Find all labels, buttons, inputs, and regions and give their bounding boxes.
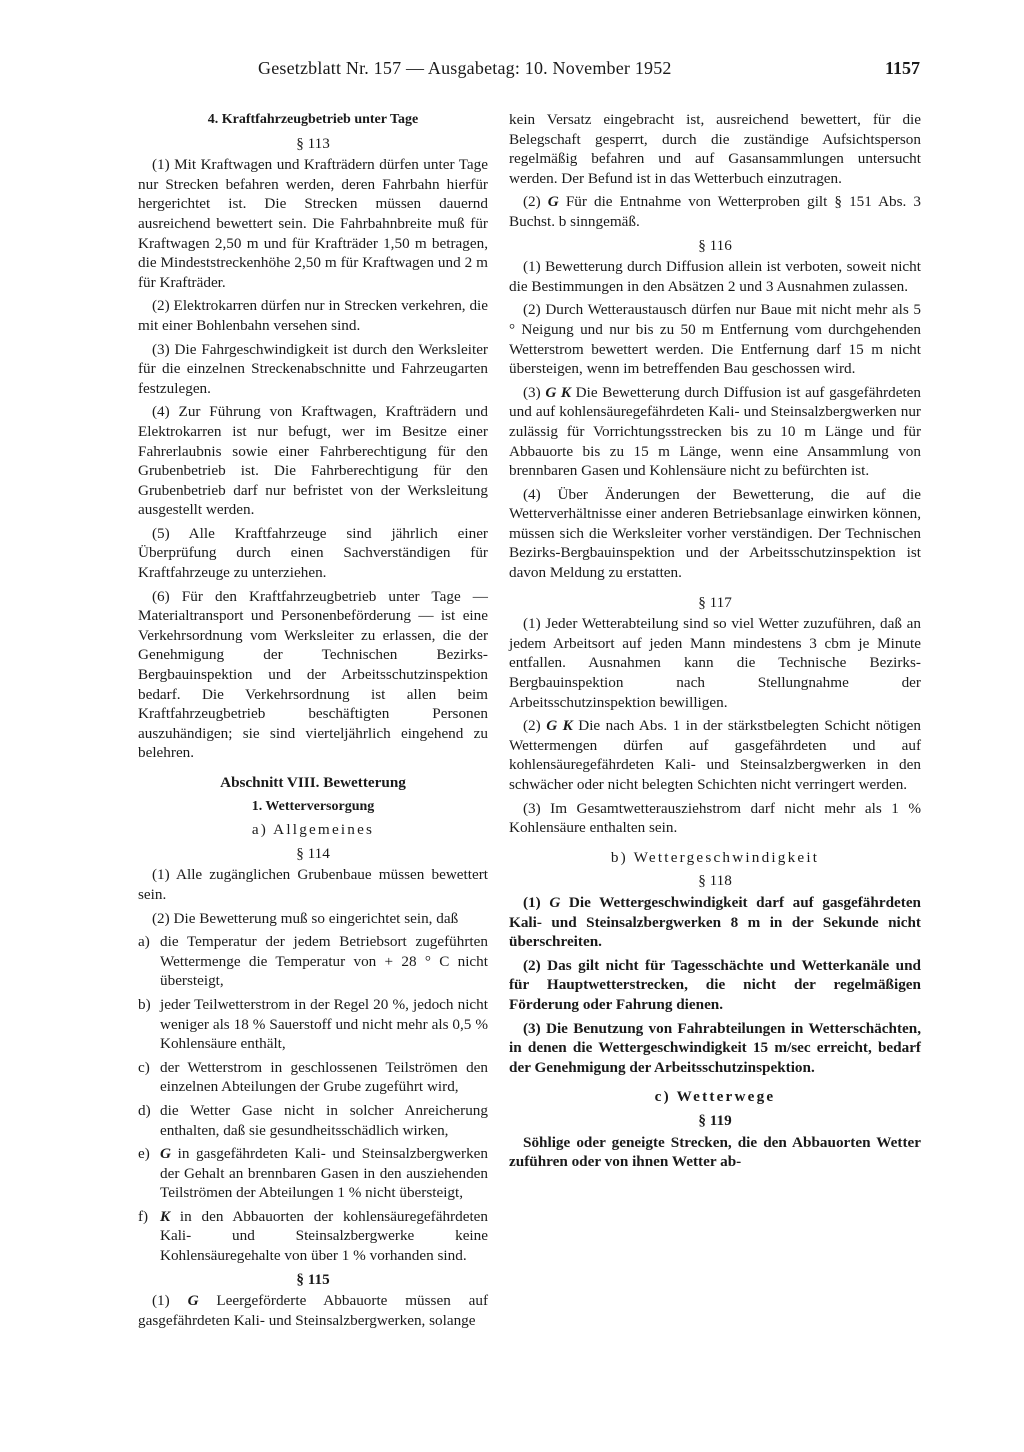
gas-kohlensaeure-marker: G K — [545, 383, 572, 401]
paragraph-113-3: (3) Die Fahrgeschwindigkeit ist durch den Werksleiter für die einzelnen Streckenabschnitte und Fahrzeugarten festzulegen. — [138, 340, 488, 397]
paragraph-114-2: (2) Die Bewetterung muß so eingerichtet sein, daß — [152, 909, 459, 927]
list-item — [138, 1101, 488, 1140]
list-item — [138, 1207, 488, 1266]
paragraph-text: Die Bewetterung durch Diffusion ist auf gasgefährdeten und auf kohlensäuregefährdeten Kali- und Steinsalzbergwerken nur zulässig für Vorrichtungsstrecken bis zu 10 m Länge und für Abbauorte bis zu 15 m Länge, wenn eine Ansammlung von brennbaren Gasen und Kohlensäure nicht zu befürchten ist. — [509, 383, 921, 480]
paragraph-text: Die nach Abs. 1 in der stärkstbelegten Schicht nötigen Wettermengen dürfen auf gasgefährdeten und auf kohlensäuregefährdeten Kali- und Steinsalzbergwerken in den schwächer oder nicht belegten Schichten nicht verringert werden. — [509, 717, 921, 793]
section-heading-kraftfahrzeugbetrieb: 4. Kraftfahrzeugbetrieb unter Tage — [207, 112, 419, 127]
paragraph-119-heading: § 119 — [698, 1111, 732, 1129]
paragraph-113-1: (1) Mit Kraftwagen und Krafträdern dürfen unter Tage nur Strecken befahren werden, deren Fahrbahn hierfür hergerichtet ist. Die Strecken müssen dauernd ausreichend bewettert sein. Die Fahrbahnbreite muß für Kraftwagen 2,50 m und für Krafträder 1,50 m betragen, die Mindeststreckenhöhe 2,50 m für Kraftwagen und 2 m für Krafträder. — [138, 156, 488, 291]
list-item — [138, 995, 488, 1054]
paragraph-119: Söhlige oder geneigte Strecken, die den Abbauorten Wetter zuführen oder von ihnen Wetter ab- — [509, 1133, 921, 1171]
page-header — [258, 58, 920, 84]
left-column — [138, 110, 488, 1334]
paragraph-117-heading: § 117 — [698, 593, 732, 611]
paragraph-114-heading: § 114 — [296, 844, 330, 862]
paragraph-115-1-continued: kein Versatz eingebracht ist, ausreichend bewettert, für die Belegschaft gesperrt, durch die zuständige Aufsichtsperson regelmäßig befahren und auf Gasansammlungen untersucht werden. Der Befund ist in das Wetterbuch einzutragen. — [509, 111, 921, 187]
paragraph-113-6: (6) Für den Kraftfahrzeugbetrieb unter Tage — Materialtransport und Personenbeförderung — ist eine Verkehrsordnung vom Werksleiter zu erlassen, die der Genehmigung der Technischen Bezirks-Bergbauinspektion und der Arbeitsschutzinspektion bedarf. Die Verkehrsordnung ist allen beim Kraftfahrzeugbetrieb beschäftigten Personen auszuhändigen; sie sind vierteljährlich eingehend zu belehren. — [138, 587, 488, 762]
paragraph-118-3: (3) Die Benutzung von Fahrabteilungen in Wetterschächten, in denen die Wettergeschwindigkeit 15 m/sec erreicht, bedarf der Genehmigung der Arbeitsschutzinspektion. — [509, 1019, 921, 1076]
paragraph-118-2: (2) Das gilt nicht für Tagesschächte und Wetterkanäle und für Hauptwetterstrecken, die nicht der regelmäßigen Förderung oder Fahrung dienen. — [509, 956, 921, 1013]
list-item-label: c) — [138, 1058, 150, 1076]
kohlensaeure-marker: K — [160, 1207, 171, 1225]
page-number: 1157 — [884, 58, 920, 78]
paragraph-118-1 — [509, 893, 921, 952]
paragraph-118-heading: § 118 — [698, 872, 732, 890]
paragraph-115-2 — [509, 192, 921, 231]
subsection-heading-wetterversorgung: 1. Wetterversorgung — [251, 798, 375, 814]
gas-marker: G — [160, 1145, 171, 1163]
paragraph-number: (1) — [152, 1292, 170, 1310]
list-item-text: der Wetterstrom in geschlossenen Teilströmen den einzelnen Abteilungen der Grube zugeführt wird, — [160, 1058, 488, 1096]
paragraph-115-heading: § 115 — [296, 1270, 330, 1288]
paragraph-116-1: (1) Bewetterung durch Diffusion allein ist verboten, soweit nicht die Bestimmungen in den Absätzen 2 und 3 Ausnahmen zulassen. — [509, 258, 921, 295]
gas-kohlensaeure-marker: G K — [546, 717, 573, 735]
paragraph-116-3 — [509, 383, 921, 481]
paragraph-117-3: (3) Im Gesamtwetterausziehstrom darf nicht mehr als 1 % Kohlensäure enthalten sein. — [509, 799, 921, 837]
subsection-heading-wetterwege: c) Wetterwege — [654, 1088, 776, 1106]
gas-marker: G — [187, 1292, 199, 1310]
list-item-label: f) — [138, 1207, 149, 1225]
subsection-heading-wettergeschwindigkeit: b) Wettergeschwindigkeit — [610, 848, 820, 866]
paragraph-text: Leergeförderte Abbauorte müssen auf gasgefährdeten Kali- und Steinsalzbergwerken, solange — [138, 1292, 489, 1329]
list-item — [138, 1058, 488, 1097]
list-item-label: a) — [138, 933, 150, 951]
paragraph-116-2: (2) Durch Wetteraustausch dürfen nur Baue mit nicht mehr als 5 ° Neigung und nur bis zu 50 m Entfernung vom durchgehenden Wetterstrom bewettert werden. Die Entfernung darf 15 m nicht übersteigen, wenn im betreffenden Bau geschossen wird. — [509, 301, 921, 378]
list-item — [138, 1144, 488, 1203]
list-item-text: die Wetter Gase nicht in solcher Anreicherung enthalten, daß sie gesundheitsschädlich wirken, — [160, 1101, 488, 1139]
paragraph-117-1: (1) Jeder Wetterabteilung sind so viel Wetter zuzuführen, daß an jedem Arbeitsort auf jeden Mann mindestens 3 cbm je Minute entfallen. Ausnahmen kann die Technische Bezirks-Bergbauinspektion nach Stellungnahme der Arbeitsschutzinspektion bewilligen. — [509, 615, 921, 711]
paragraph-117-2 — [509, 716, 921, 794]
paragraph-114-1: (1) Alle zugänglichen Grubenbaue müssen bewettert sein. — [138, 866, 488, 903]
paragraph-number: (2) — [523, 193, 541, 211]
list-item-label: e) — [138, 1145, 150, 1163]
list-item-text: in den Abbauorten der kohlensäuregefährdeten Kali- und Steinsalzbergwerke keine Kohlensäuregehalte von über 1 % vorhanden sind. — [160, 1207, 488, 1265]
paragraph-113-4: (4) Zur Führung von Kraftwagen, Krafträdern und Elektrokarren ist nur befugt, wer im Besitze einer Fahrerlaubnis sowie einer Fahrberechtigung für den Grubenbetrieb ist. Die Fahrberechtigung für den Grubenbetrieb darf nur befristet von der Werksleitung ausgestellt werden. — [138, 403, 488, 519]
paragraph-number: (3) — [523, 383, 541, 401]
paragraph-text: Für die Entnahme von Wetterproben gilt § 151 Abs. 3 Buchst. b sinngemäß. — [509, 193, 922, 230]
paragraph-113-2: (2) Elektrokarren dürfen nur in Strecken verkehren, die mit einer Bohlenbahn versehen sind. — [138, 297, 488, 334]
gazette-title: Gesetzblatt Nr. 157 — Ausgabetag: 10. November 1952 — [258, 58, 672, 78]
list-item — [138, 932, 488, 991]
list-item-label: b) — [138, 995, 151, 1013]
paragraph-115-1 — [138, 1291, 488, 1330]
list-item-label: d) — [138, 1101, 151, 1119]
paragraph-116-4: (4) Über Änderungen der Bewetterung, die auf die Wetterverhältnisse einer anderen Betriebsanlage einwirken können, müssen sich die Werksleiter vorher verständigen. Der Technischen Bezirks-Bergbauinspektion und der Arbeitsschutzinspektion ist davon Meldung zu erstatten. — [509, 485, 921, 582]
gas-marker: G — [549, 893, 561, 911]
list-item-text: in gasgefährdeten Kali- und Steinsalzbergwerken der Gehalt an brennbaren Gasen in den ausziehenden Teilströmen der Abteilungen 1 % nicht übersteigt, — [160, 1145, 489, 1202]
right-column — [509, 110, 921, 1176]
abschnitt-heading: Abschnitt VIII. Bewetterung — [220, 774, 406, 791]
paragraph-113-5: (5) Alle Kraftfahrzeuge sind jährlich einer Überprüfung durch einen Sachverständigen für Kraftfahrzeuge zu unterziehen. — [138, 524, 488, 582]
gas-marker: G — [547, 193, 559, 211]
list-item-text: jeder Teilwetterstrom in der Regel 20 %, jedoch nicht weniger als 18 % Sauerstoff und nicht mehr als 0,5 % Kohlensäure enthält, — [160, 995, 488, 1053]
paragraph-116-heading: § 116 — [698, 236, 732, 254]
subsection-heading-allgemeines: a) Allgemeines — [251, 821, 375, 839]
paragraph-number: (2) — [523, 717, 541, 735]
paragraph-text: Die Wettergeschwindigkeit darf auf gasgefährdeten Kali- und Steinsalzbergwerken 8 m in der Sekunde nicht überschreiten. — [509, 893, 922, 951]
paragraph-113-heading: § 113 — [296, 134, 330, 152]
paragraph-number: (1) — [523, 893, 541, 911]
list-item-text: die Temperatur der jedem Betriebsort zugeführten Wettermenge die Temperatur von + 28 ° C nicht übersteigt, — [160, 933, 488, 990]
